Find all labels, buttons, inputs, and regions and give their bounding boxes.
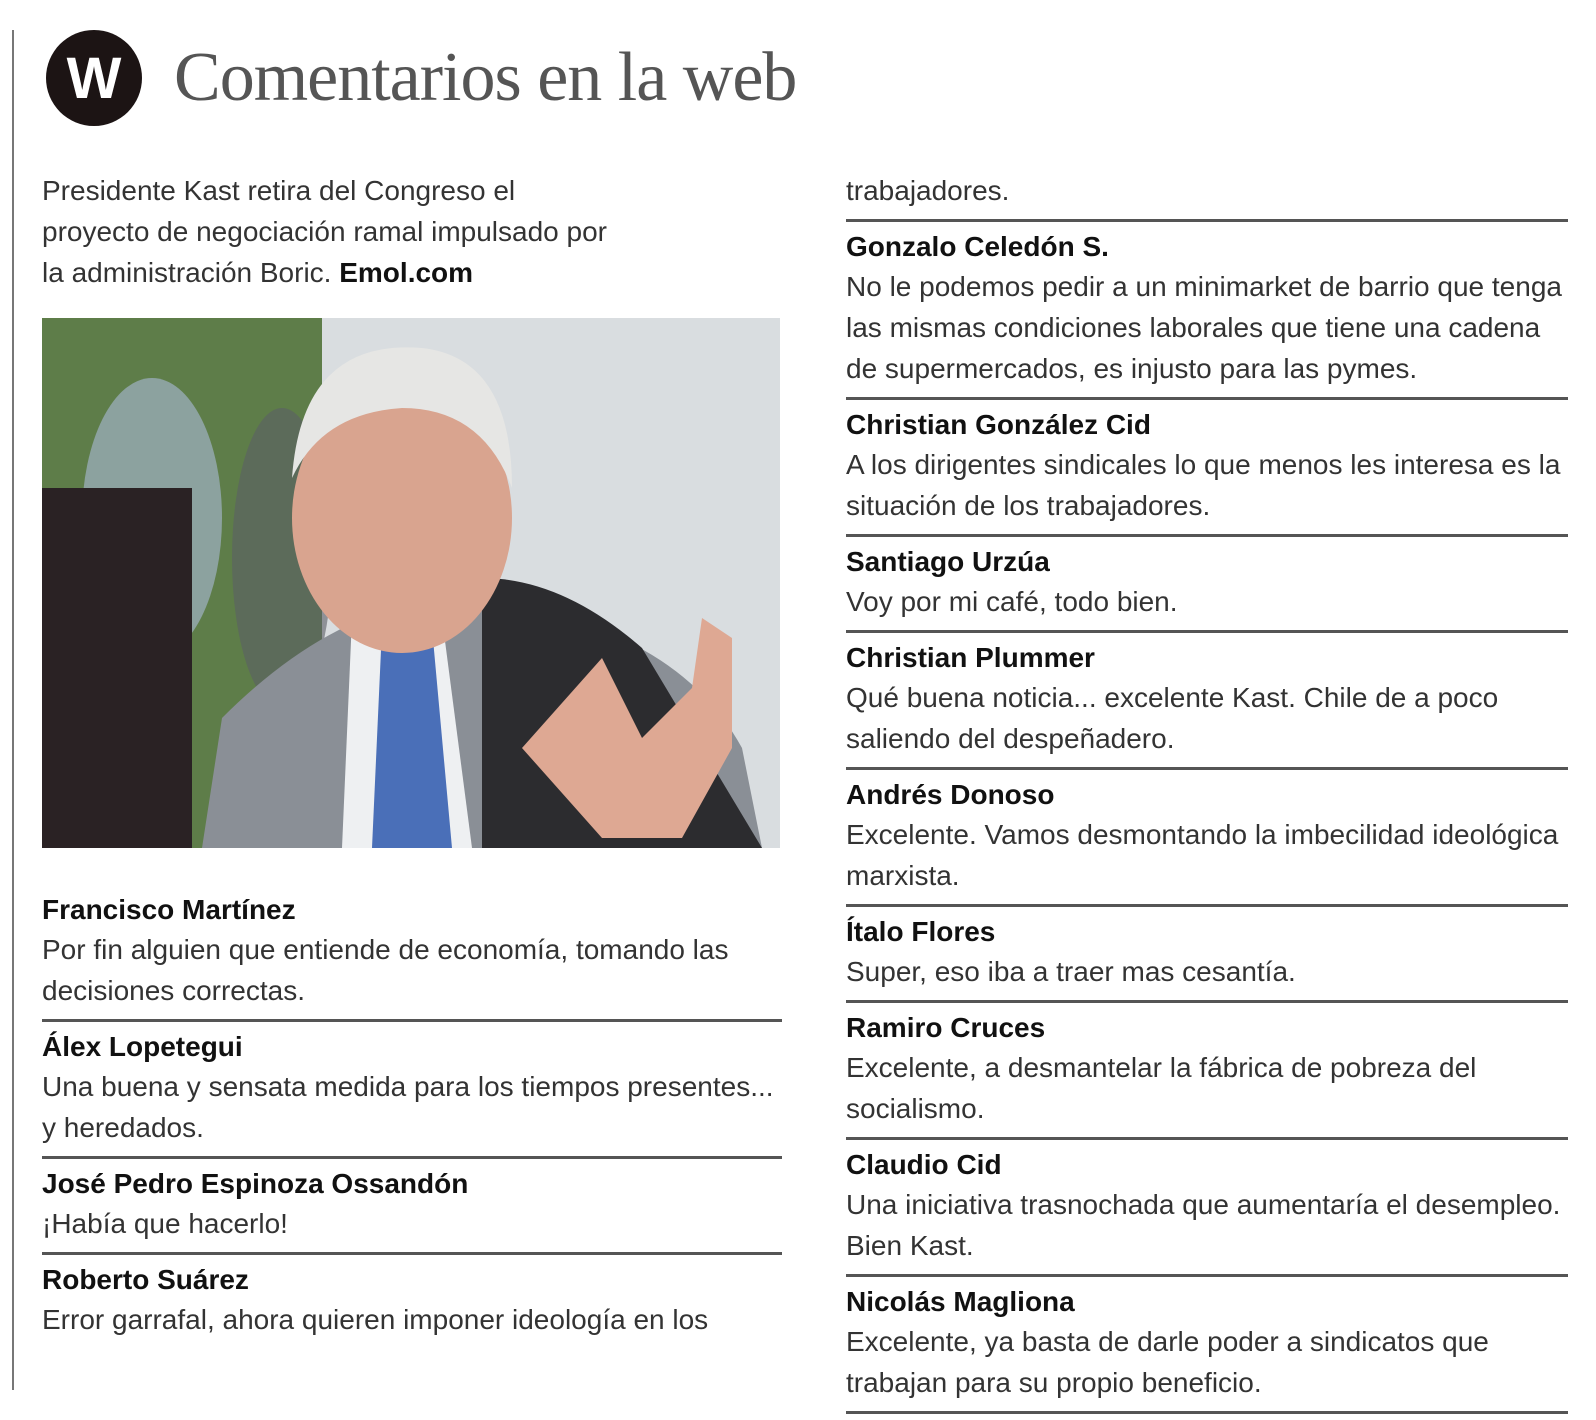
comment-author: José Pedro Espinoza Ossandón [42,1168,469,1199]
comment-text: Super, eso iba a traer mas cesantía. [846,956,1296,987]
left-column-rule [12,30,14,1390]
news-photo [42,318,780,848]
comment-item [846,633,1568,770]
comment-author: Andrés Donoso [846,779,1055,810]
comment-text: Excelente. Vamos desmontando la imbecilidad ideológica marxista. [846,819,1559,891]
comment-text: No le podemos pedir a un minimarket de barrio que tenga las mismas condiciones laborales que tiene una cadena de supermercados, es injusto para las pymes. [846,271,1562,384]
comment-author: Francisco Martínez [42,894,296,925]
comment-item [42,1255,782,1348]
comment-text: Una iniciativa trasnochada que aumentaría el desempleo. Bien Kast. [846,1189,1561,1261]
comment-author: Christian Plummer [846,642,1095,673]
web-logo-icon: W [46,30,142,126]
section-header [46,28,796,128]
comment-author: Claudio Cid [846,1149,1002,1180]
comment-item [846,770,1568,907]
comment-continuation: trabajadores. [846,170,1568,222]
comment-text: Excelente, a desmantelar la fábrica de pobreza del socialismo. [846,1052,1477,1124]
comment-item [42,885,782,1022]
comment-author: Ítalo Flores [846,916,996,947]
comment-text: Voy por mi café, todo bien. [846,586,1178,617]
comment-item [846,1277,1568,1414]
comment-item [846,537,1568,633]
comment-item [846,400,1568,537]
comment-text: Qué buena noticia... excelente Kast. Chile de a poco saliendo del despeñadero. [846,682,1499,754]
comment-item [846,907,1568,1003]
comment-author: Christian González Cid [846,409,1151,440]
comment-author: Santiago Urzúa [846,546,1050,577]
lead-paragraph [42,170,622,293]
comment-item [42,1022,782,1159]
comment-text: A los dirigentes sindicales lo que menos les interesa es la situación de los trabajadores. [846,449,1561,521]
comment-item [846,222,1568,400]
comment-text: Por fin alguien que entiende de economía, tomando las decisiones correctas. [42,934,729,1006]
comments-column-right [846,170,1568,1414]
comment-text: ¡Había que hacerlo! [42,1208,288,1239]
comment-item [42,1159,782,1255]
comment-author: Álex Lopetegui [42,1031,243,1062]
comment-item [846,1003,1568,1140]
comment-item [846,1140,1568,1277]
comment-text: Una buena y sensata medida para los tiempos presentes... y heredados. [42,1071,774,1143]
comment-author: Roberto Suárez [42,1264,249,1295]
man-waving-illustration [42,318,780,848]
comment-text: Excelente, ya basta de darle poder a sindicatos que trabajan para su propio beneficio. [846,1326,1489,1398]
comment-author: Ramiro Cruces [846,1012,1046,1043]
lead-source: Emol.com [339,257,474,288]
section-title: Comentarios en la web [174,39,797,116]
lead-text: Presidente Kast retira del Congreso el proyecto de negociación ramal impulsado por la administración Boric. [42,175,607,288]
comment-author: Nicolás Magliona [846,1286,1075,1317]
comment-author: Gonzalo Celedón S. [846,231,1109,262]
comment-text: Error garrafal, ahora quieren imponer ideología en los [42,1304,709,1335]
comments-column-left [42,885,782,1348]
